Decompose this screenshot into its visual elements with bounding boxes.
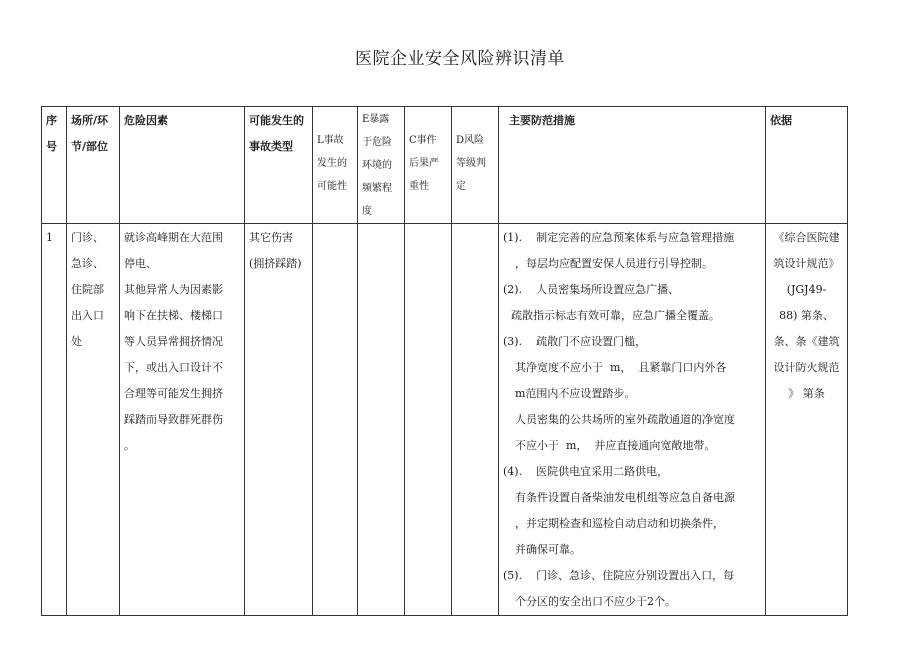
measure-3-cont: m范围内不应设置踏步。 xyxy=(515,387,636,400)
measure-4-cont: 并确保可靠。 xyxy=(515,543,581,556)
cell-d xyxy=(452,224,499,616)
measure-2: (2). 人员密集场所设置应急广播、 xyxy=(503,283,680,296)
cell-c xyxy=(405,224,452,616)
measure-3-cont: 不应小于 m， 并应直接通向宽敞地带。 xyxy=(515,439,716,452)
cell-basis: 《综合医院建 筑设计规范》 (JGJ49- 88) 第条、 条、条《建筑 设计防火规范 》 第条 xyxy=(766,224,848,616)
measure-5-cont: 个分区的安全出口不应少于2个。 xyxy=(515,595,676,608)
header-hazard: 危险因素 xyxy=(120,107,245,224)
measure-1: (1). 制定完善的应急预案体系与应急管理措施 xyxy=(503,231,735,244)
header-accident-type: 可能发生的 事故类型 xyxy=(245,107,313,224)
header-l: L事故 发生的 可能性 xyxy=(313,107,358,224)
header-d: D风险 等级判 定 xyxy=(452,107,499,224)
measure-2-cont: 疏散指示标志有效可靠，应急广播全覆盖。 xyxy=(511,309,720,322)
cell-l xyxy=(313,224,358,616)
cell-location: 门诊、 急诊、 住院部 出入口 处 xyxy=(67,224,120,616)
header-e: E暴露 于危险 环境的 频繁程 度 xyxy=(358,107,405,224)
measure-3-cont: 人员密集的公共场所的室外疏散通道的净宽度 xyxy=(515,413,735,426)
measure-5: (5). 门诊、急诊、住院应分别设置出入口，每 xyxy=(503,569,735,582)
table-row xyxy=(42,224,848,616)
cell-e xyxy=(358,224,405,616)
cell-hazard: 就诊高峰期在大范围 停电、 其他异常人为因素影 响下在扶梯、楼梯口 等人员异常拥挤情况 下，或出入口设计不 合理等可能发生拥挤 踩踏而导致群死群伤 。 xyxy=(120,224,245,616)
measure-4-cont: 有条件设置自备柴油发电机组等应急自备电源 xyxy=(515,491,735,504)
risk-table xyxy=(41,106,848,616)
measure-3-cont: 其净宽度不应小于 m， 且紧靠门口内外各 xyxy=(515,361,727,374)
page-title: 医院企业安全风险辨识清单 xyxy=(355,49,565,69)
cell-accident-type: 其它伤害 (拥挤踩踏) xyxy=(245,224,313,616)
header-seq: 序 号 xyxy=(42,107,67,224)
header-basis: 依据 xyxy=(766,107,848,224)
cell-measures xyxy=(499,224,766,616)
cell-seq: 1 xyxy=(42,224,67,616)
measures-list xyxy=(503,225,761,615)
table-header-row xyxy=(42,107,848,224)
measure-4-cont: ，并定期检查和巡检自动启动和切换条件， xyxy=(515,517,724,530)
measure-4: (4). 医院供电宜采用二路供电， xyxy=(503,465,669,478)
header-c: C事件 后果严 重性 xyxy=(405,107,452,224)
header-measures: 主要防范措施 xyxy=(499,107,766,224)
measure-1-cont: ，每层均应配置安保人员进行引导控制。 xyxy=(515,257,713,270)
measure-3: (3). 疏散门不应设置门槛， xyxy=(503,335,647,348)
header-location: 场所/环 节/部位 xyxy=(67,107,120,224)
